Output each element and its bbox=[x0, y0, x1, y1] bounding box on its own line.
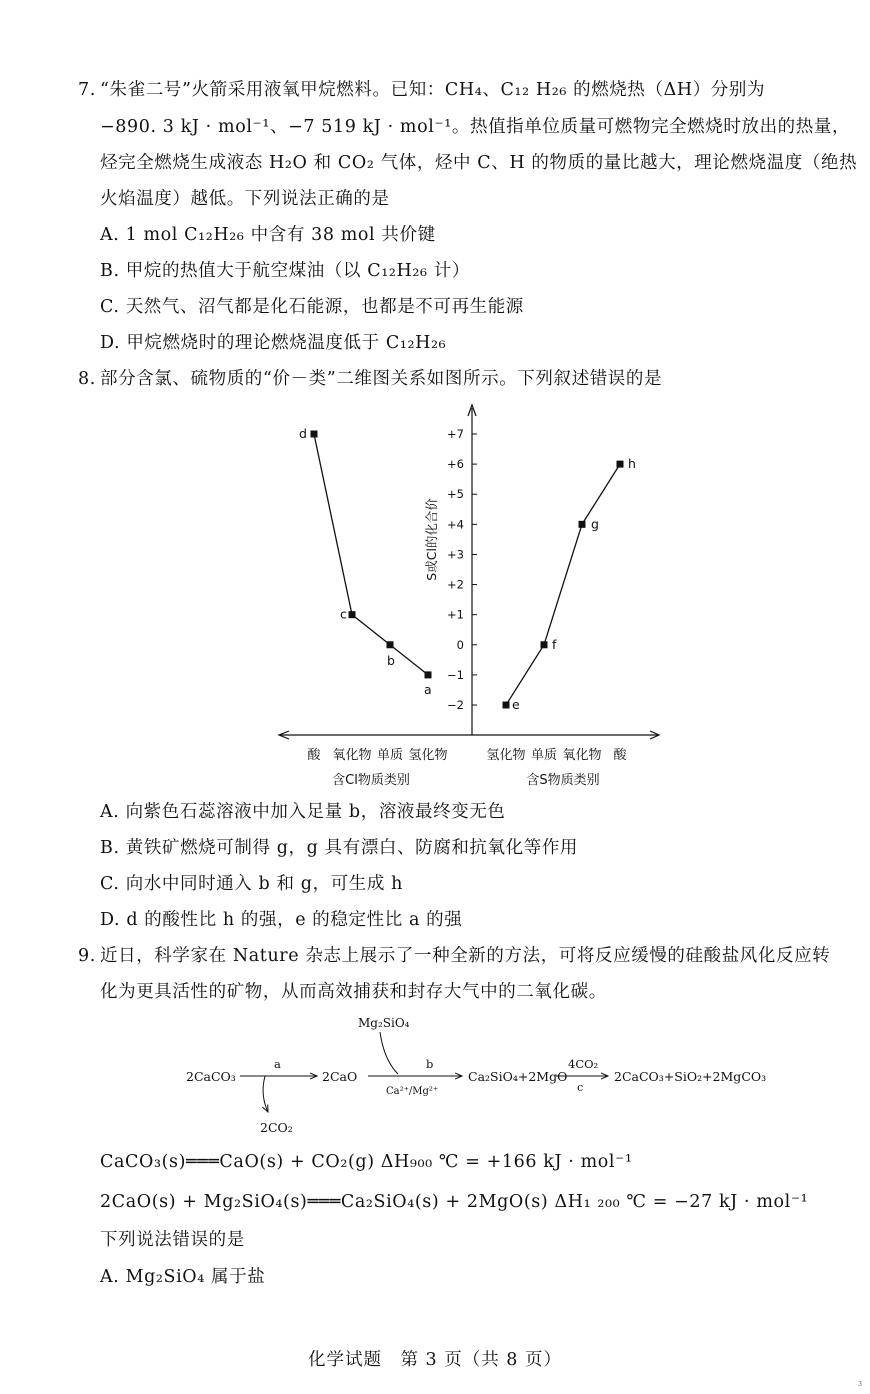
scheme-branch-arrow bbox=[263, 1076, 268, 1112]
q7-option-d: D. 甲烷燃烧时的理论燃烧温度低于 C₁₂H₂₆ bbox=[100, 333, 447, 353]
chart-series bbox=[299, 426, 636, 712]
y-tick-label: −1 bbox=[447, 667, 464, 682]
point-label-b: b bbox=[387, 652, 395, 668]
y-tick-label: +3 bbox=[447, 547, 464, 562]
s-group-category-label: 酸 bbox=[613, 748, 627, 763]
scheme-end: 2CaCO₃+SiO₂+2MgCO₃ bbox=[614, 1069, 767, 1084]
point-a bbox=[425, 671, 432, 678]
y-tick-label: +4 bbox=[447, 517, 464, 532]
page-footer: 化学试题 第 3 页（共 8 页） bbox=[307, 1350, 563, 1370]
point-d bbox=[311, 431, 318, 438]
point-label-a: a bbox=[424, 681, 432, 697]
scheme-byproduct: 2CO₂ bbox=[260, 1120, 293, 1135]
s-group-title: 含S物质类别 bbox=[526, 773, 600, 788]
y-tick-label: −2 bbox=[447, 698, 464, 712]
cl-group-category-label: 氧化物 bbox=[332, 748, 372, 763]
y-tick-label: +6 bbox=[447, 457, 464, 472]
scheme-mid2: Ca₂SiO₄+2MgO bbox=[468, 1069, 568, 1084]
point-label-g: g bbox=[591, 516, 599, 532]
q9-stem-line-2: 化为更具活性的矿物，从而高效捕获和封存大气中的二氧化碳。 bbox=[100, 982, 607, 1002]
point-f bbox=[541, 641, 548, 648]
q7-option-a: A. 1 mol C₁₂H₂₆ 中含有 38 mol 共价键 bbox=[100, 225, 436, 245]
q8-option-a: A. 向紫色石蕊溶液中加入足量 b，溶液最终变无色 bbox=[100, 802, 506, 822]
corner-page-mark: 3 bbox=[858, 1381, 862, 1388]
point-e bbox=[503, 702, 510, 709]
point-c bbox=[349, 611, 356, 618]
reaction-scheme bbox=[180, 1010, 770, 1142]
q8-number: 8. bbox=[78, 369, 96, 389]
scheme-step-c: c bbox=[577, 1081, 584, 1094]
y-tick-label: 0 bbox=[456, 637, 464, 652]
q9-number: 9. bbox=[78, 946, 96, 966]
scheme-catalyst: Ca²⁺/Mg²⁺ bbox=[386, 1086, 439, 1097]
scheme-step-b: b bbox=[426, 1057, 434, 1071]
q8-option-d: D. d 的酸性比 h 的强，e 的稳定性比 a 的强 bbox=[100, 910, 463, 930]
q8-option-c: C. 向水中同时通入 b 和 g，可生成 h bbox=[100, 874, 404, 894]
q7-stem-line-3: 烃完全燃烧生成液态 H₂O 和 CO₂ 气体，烃中 C、H 的物质的量比越大，理论燃烧温度（绝热 bbox=[100, 153, 858, 173]
s-group-category-label: 氧化物 bbox=[562, 748, 602, 763]
point-label-c: c bbox=[340, 606, 347, 622]
q7-stem-line-2: −890. 3 kJ · mol⁻¹、−7 519 kJ · mol⁻¹。热值指单位质量可燃物完全燃烧时放出的热量， bbox=[100, 117, 851, 137]
q7-option-b: B. 甲烷的热值大于航空煤油（以 C₁₂H₂₆ 计） bbox=[100, 261, 470, 281]
chart-axes bbox=[279, 405, 659, 739]
cl-group-category-label: 单质 bbox=[376, 748, 404, 763]
point-label-h: h bbox=[628, 456, 636, 472]
s-group-category-label: 单质 bbox=[530, 748, 558, 763]
scheme-step-a: a bbox=[274, 1057, 281, 1071]
scheme-reagent-curve bbox=[380, 1032, 398, 1074]
cl-group-line bbox=[314, 434, 428, 675]
scheme-start: 2CaCO₃ bbox=[186, 1069, 236, 1084]
q9-prompt: 下列说法错误的是 bbox=[100, 1230, 245, 1250]
s-group-category-label: 氢化物 bbox=[486, 748, 526, 763]
y-tick-label: +5 bbox=[447, 487, 464, 502]
q7-stem-line-1: “朱雀二号”火箭采用液氧甲烷燃料。已知：CH₄、C₁₂ H₂₆ 的燃烧热（ΔH）分别为 bbox=[100, 80, 766, 100]
point-b bbox=[387, 641, 394, 648]
scheme-mid1: 2CaO bbox=[322, 1069, 358, 1084]
q7-option-c: C. 天然气、沼气都是化石能源，也都是不可再生能源 bbox=[100, 297, 524, 317]
scheme-reagent-top: Mg₂SiO₄ bbox=[358, 1016, 410, 1030]
q9-equation-1: CaCO₃(s)═══CaO(s) + CO₂(g) ΔH₉₀₀ ℃ = +166 kJ · mol⁻¹ bbox=[100, 1152, 633, 1172]
point-label-e: e bbox=[512, 697, 520, 712]
valence-class-chart bbox=[268, 398, 668, 800]
cl-group-category-label: 酸 bbox=[307, 748, 321, 763]
point-label-d: d bbox=[299, 426, 307, 441]
point-h bbox=[617, 461, 624, 468]
q8-stem: 部分含氯、硫物质的“价－类”二维图关系如图所示。下列叙述错误的是 bbox=[100, 369, 663, 389]
point-g bbox=[579, 521, 586, 528]
cl-group-title: 含Cl物质类别 bbox=[332, 773, 410, 788]
cl-group-category-label: 氢化物 bbox=[408, 748, 448, 763]
scheme-reagent-c: 4CO₂ bbox=[568, 1057, 599, 1071]
chart-x-labels bbox=[307, 747, 627, 788]
q8-option-b: B. 黄铁矿燃烧可制得 g，g 具有漂白、防腐和抗氧化等作用 bbox=[100, 838, 579, 858]
y-tick-label: +2 bbox=[447, 577, 464, 592]
q9-option-a: A. Mg₂SiO₄ 属于盐 bbox=[100, 1267, 266, 1287]
q9-equation-2: 2CaO(s) + Mg₂SiO₄(s)═══Ca₂SiO₄(s) + 2MgO(s) ΔH₁ ₂₀₀ ℃ = −27 kJ · mol⁻¹ bbox=[100, 1192, 809, 1212]
s-group-line bbox=[506, 464, 620, 705]
y-tick-label: +7 bbox=[447, 427, 464, 441]
q7-stem-line-4: 火焰温度）越低。下列说法正确的是 bbox=[100, 189, 390, 209]
y-tick-label: +1 bbox=[447, 607, 464, 622]
q9-stem-line-1: 近日，科学家在 Nature 杂志上展示了一种全新的方法，可将反应缓慢的硅酸盐风化反应转 bbox=[100, 946, 831, 966]
point-label-f: f bbox=[552, 636, 557, 652]
y-axis-label: S或Cl的化合价 bbox=[424, 498, 439, 581]
q7-number: 7. bbox=[78, 80, 96, 100]
